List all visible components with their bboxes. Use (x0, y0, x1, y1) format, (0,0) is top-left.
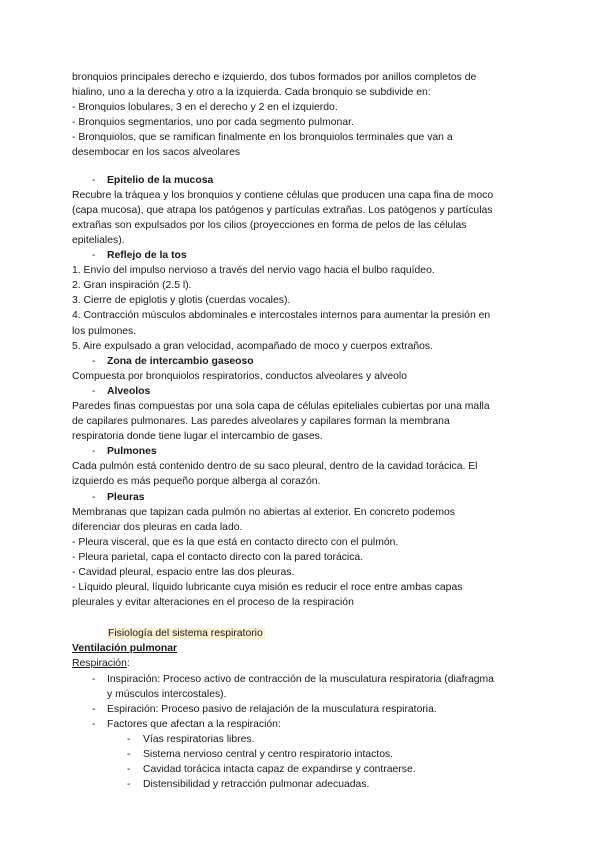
section-epitelio (72, 173, 532, 248)
body-line: los pulmones. (72, 325, 137, 337)
heading-text: Pulmones (107, 446, 157, 458)
section-tos (72, 248, 532, 354)
heading-text: Alveolos (107, 385, 151, 397)
body-line: - Cavidad pleural, espacio entre las dos pleuras. (72, 567, 295, 578)
body-line: 3. Cierre de epiglotis y glotis (cuerdas vocales). (72, 295, 291, 307)
heading-text: Epitelio de la mucosa (107, 174, 214, 186)
chapter-title (72, 626, 532, 641)
body-line: epiteliales). (72, 234, 125, 246)
body-line: (capa mucosa), que atrapa los patógenos y partículas extrañas. Los patógenos y partículas (72, 204, 493, 216)
bullet-dash: - (92, 250, 96, 262)
body-line: de capilares pulmonares. Las paredes alveolares y capilares forman la membrana (72, 416, 450, 428)
body-line: izquierdo es más pequeño porque alberga al corazón. (72, 476, 321, 488)
intro-line: - Bronquios segmentarios, uno por cada segmento pulmonar. (72, 117, 354, 129)
list-item (72, 717, 532, 732)
list-item (72, 747, 532, 762)
intro-line: bronquios principales derecho e izquierdo, dos tubos formados por anillos completos de (72, 72, 477, 83)
body-line: diferenciar dos pleuras en cada lado. (72, 521, 243, 533)
bullet-dash: - (92, 718, 96, 730)
spacer (72, 161, 532, 173)
section-heading (72, 354, 532, 369)
list-item-text: Inspiración: Proceso activo de contracción de la musculatura respiratoria (diafragma (107, 673, 494, 685)
body-line: - Pleura visceral, que es la que está en contacto directo con el pulmón. (72, 536, 399, 548)
ventilacion-heading: Ventilación pulmonar (72, 643, 178, 655)
body-line: Recubre la tráquea y los bronquios y contiene células que producen una capa fina de moco (72, 189, 494, 201)
list-item (72, 777, 532, 792)
bullet-dash: - (92, 385, 96, 397)
bullet-dash: - (127, 779, 131, 791)
bullet-dash: - (127, 733, 131, 745)
body-line: pleurales y evitar alteraciones en el proceso de la respiración (72, 597, 354, 609)
body-line: 4. Contracción músculos abdominales e intercostales internos para aumentar la presión en (72, 310, 491, 322)
body-line: Cada pulmón está contenido dentro de su saco pleural, dentro de la cavidad torácica. El (72, 461, 478, 473)
list-item-text: Vías respiratorias libres. (143, 733, 255, 745)
intro-line: - Bronquiolos, que se ramifican finalmente en los bronquiolos terminales que van a (72, 132, 453, 144)
respiracion-label: Respiración (72, 658, 127, 670)
document-body (72, 70, 532, 792)
body-line: 1. Envío del impulso nervioso a través del nervio vago hacia el bulbo raquídeo. (72, 265, 435, 277)
list-item (72, 732, 532, 747)
list-item-text: Espiración: Proceso pasivo de relajación de la musculatura respiratoria. (107, 703, 437, 715)
body-line: extrañas son expulsados por los cilios (proyecciones en forma de pelos de las células (72, 219, 467, 231)
section-pulmones (72, 444, 532, 489)
intro-line: desembocar en los sacos alveolares (72, 147, 241, 159)
intro-line: hialino, uno a la derecha y otro a la izquierda. Cada bronquio se subdivide en: (72, 87, 431, 99)
heading-text: Pleuras (107, 491, 145, 503)
bullet-dash: - (127, 764, 131, 776)
section-heading (72, 490, 532, 505)
body-line: Membranas que tapizan cada pulmón no abiertas al exterior. En concreto podemos (72, 506, 455, 518)
body-line: respiratoria donde tiene lugar el intercambio de gases. (72, 431, 323, 443)
respiracion-heading (72, 656, 532, 671)
list-item (72, 762, 532, 777)
intro-line: - Bronquios lobulares, 3 en el derecho y 2 en el izquierdo. (72, 102, 338, 114)
factores-list (72, 732, 532, 792)
body-line: - Líquido pleural, líquido lubricante cuya misión es reducir el roce entre ambas capas (72, 582, 463, 594)
list-item-text: Distensibilidad y retracción pulmonar adecuadas. (143, 779, 370, 791)
bullet-dash: - (92, 673, 96, 685)
section-heading (72, 384, 532, 399)
list-item (72, 672, 532, 702)
section-heading (72, 173, 532, 188)
bullet-dash: - (92, 174, 96, 186)
respiracion-list (72, 672, 532, 732)
section-heading (72, 248, 532, 263)
intro-paragraph (72, 70, 532, 161)
bullet-dash: - (92, 703, 96, 715)
body-line: 5. Aire expulsado a gran velocidad, acompañado de moco y cuerpos extraños. (72, 340, 434, 352)
heading-text: Reflejo de la tos (107, 250, 187, 262)
bullet-dash: - (92, 355, 96, 367)
section-heading (72, 444, 532, 459)
respiracion-colon: : (126, 658, 130, 670)
bullet-dash: - (127, 749, 131, 761)
heading-text: Zona de intercambio gaseoso (107, 355, 254, 367)
section-alveolos (72, 384, 532, 444)
bullet-dash: - (92, 446, 96, 458)
spacer (72, 610, 532, 622)
body-line: Compuesta por bronquiolos respiratorios, conductos alveolares y alveolo (72, 370, 407, 382)
section-fisiologia (72, 626, 532, 792)
list-item-text: y músculos intercostales). (107, 688, 227, 700)
highlighted-title: Fisiología del sistema respiratorio (108, 628, 263, 640)
section-pleuras (72, 490, 532, 611)
section-zona (72, 354, 532, 384)
body-line: Paredes finas compuestas por una sola capa de células epiteliales cubiertas por una malla (72, 400, 490, 412)
body-line: 2. Gran inspiración (2.5 l). (72, 280, 192, 292)
list-item-text: Sistema nervioso central y centro respiratorio intactos. (143, 749, 394, 761)
list-item (72, 702, 532, 717)
body-line: - Pleura parietal, capa el contacto directo con la pared torácica. (72, 551, 364, 563)
list-item-text: Factores que afectan a la respiración: (107, 718, 281, 730)
bullet-dash: - (92, 491, 96, 503)
list-item-text: Cavidad torácica intacta capaz de expandirse y contraerse. (143, 764, 416, 776)
